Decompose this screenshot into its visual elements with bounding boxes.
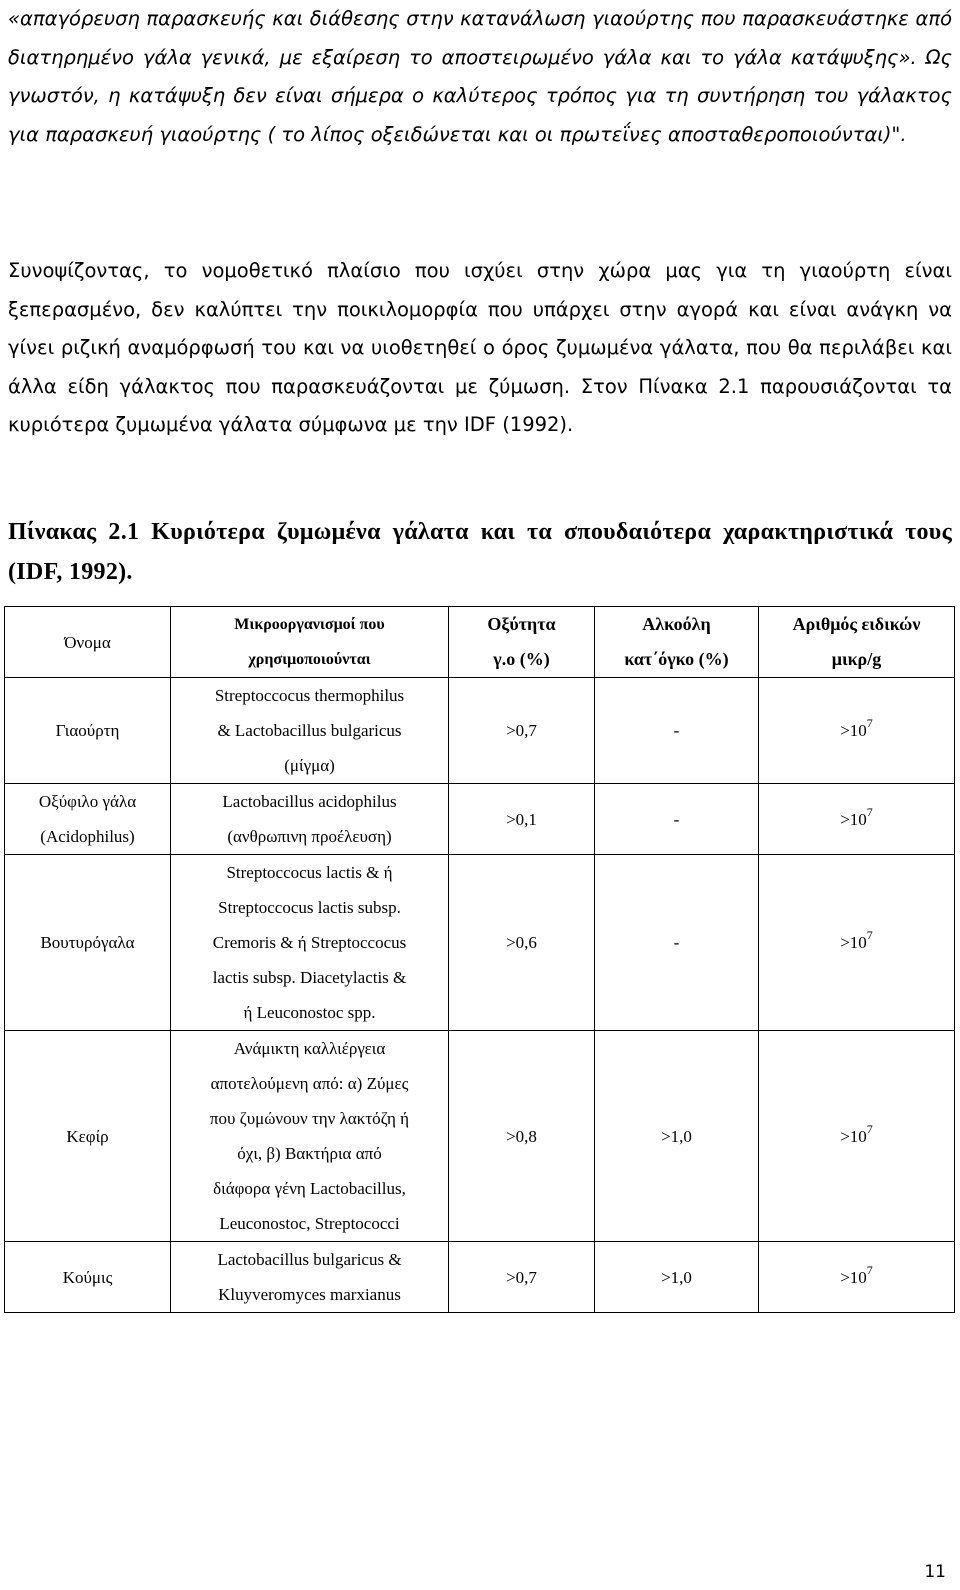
cell-micro-line: Streptoccocus lactis & ή [226,863,393,882]
cell-acidity: >0,7 [449,1242,595,1313]
page-number: 11 [924,1562,946,1582]
cell-name [5,678,171,784]
cell-count [759,784,955,855]
cell-count [759,855,955,1031]
cell-name [5,1242,171,1313]
header-count-line-2: μικρ/g [831,649,882,669]
cell-micro-line: αποτελούμενη από: α) Ζύμες [210,1074,409,1093]
cell-count-base: >10 [840,1126,867,1146]
cell-micro-line: (ανθρωπινη προέλευση) [227,827,392,846]
cell-micro-line: Cremoris & ή Streptoccocus [212,933,407,952]
cell-count [759,1242,955,1313]
header-acidity [449,607,595,678]
cell-micro-line: (μίγμα) [284,756,335,775]
cell-acidity: >0,8 [449,1031,595,1242]
table-caption: Πίνακας 2.1 Κυριότερα ζυμωμένα γάλατα και τα σπουδαιότερα χαρακτηριστικά τους (IDF, 1992). [8,519,952,585]
cell-alcohol: - [595,855,759,1031]
cell-alcohol: >1,0 [595,1242,759,1313]
cell-count-exponent: 7 [866,716,873,730]
cell-alcohol: >1,0 [595,1031,759,1242]
header-micro-line-1: Μικροοργανισμοί που [234,616,385,633]
cell-micro-line: & Lactobacillus bulgaricus [217,721,402,740]
header-count-line-1: Αριθμός ειδικών [792,614,921,634]
cell-micro-line: Streptoccocus lactis subsp. [218,898,401,917]
cell-micro-line: Ανάμικτη καλλιέργεια [233,1039,386,1058]
header-alcohol-line-1: Αλκοόλη [642,614,711,634]
table-row [5,1031,955,1242]
cell-acidity: >0,1 [449,784,595,855]
cell-micro-line: ή Leuconostoc spp. [243,1003,376,1022]
cell-micro-line: που ζυμώνουν την λακτόζη ή [209,1109,410,1128]
cell-count-exponent: 7 [866,928,873,942]
table-row [5,1242,955,1313]
cell-count [759,678,955,784]
cell-name-line: Κεφίρ [66,1126,109,1146]
cell-name [5,1031,171,1242]
header-micro-line-2: χρησιμοποιούνται [248,651,371,668]
cell-count [759,1031,955,1242]
cell-micro-line: διάφορα γένη Lactobacillus, [213,1179,406,1198]
cell-count-exponent: 7 [866,804,873,819]
fermented-milks-table [4,606,955,1313]
cell-microorganisms [171,678,449,784]
header-name: Όνομα [5,607,171,678]
header-count [759,607,955,678]
table-header-row [5,607,955,678]
cell-microorganisms [171,855,449,1031]
cell-count-base: >10 [840,933,867,952]
cell-micro-line: Kluyveromyces marxianus [218,1285,401,1304]
cell-name-line: Οξύφιλο γάλα [38,792,137,811]
cell-count-base: >10 [840,721,867,740]
cell-micro-line: Streptoccocus thermophilus [214,686,405,705]
cell-name-line: (Acidophilus) [40,827,135,846]
cell-count-exponent: 7 [866,1121,873,1136]
cell-microorganisms [171,1031,449,1242]
cell-name [5,784,171,855]
cell-microorganisms [171,1242,449,1313]
cell-name [5,855,171,1031]
header-microorganisms [171,607,449,678]
table-body [5,678,955,1313]
cell-microorganisms [171,784,449,855]
header-alcohol-line-2: κατ΄όγκο (%) [624,649,729,669]
table-row [5,678,955,784]
quoted-legal-text: «απαγόρευση παρασκευής και διάθεσης στην κατανάλωση γιαούρτης που παρασκευάστηκε από διατηρημένο γάλα γενικά, με εξαίρεση το αποστειρωμένο γάλα και το γάλα κατάψυξης». Ως γνωστόν, η κατάψυξη δεν είναι σήμερα ο καλύτερος τρόπος για τη συντήρηση του γάλακτος για παρασκευή γιαούρτης ( το λίπος οξειδώνεται και οι πρωτεΐνες αποσταθεροποιούνται)". [8,7,952,146]
cell-micro-line: Lactobacillus bulgaricus & [217,1250,402,1269]
cell-alcohol: - [595,784,759,855]
cell-count-exponent: 7 [866,1262,873,1277]
cell-micro-line: Leuconostoc, Streptococci [219,1214,400,1233]
cell-micro-line: lactis subsp. Diacetylactis & [212,968,407,987]
cell-alcohol: - [595,678,759,784]
cell-acidity: >0,6 [449,855,595,1031]
summary-paragraph: Συνοψίζοντας, το νομοθετικό πλαίσιο που ισχύει στην χώρα μας για τη γιαούρτη είναι ξεπερασμένο, δεν καλύπτει την ποικιλομορφία που υπάρχει στην αγορά και είναι ανάγκη να γίνει ριζική αναμόρφωσή του και να υιοθετηθεί ο όρος ζυμωμένα γάλατα, που θα περιλάβει και άλλα είδη γάλακτος που παρασκευάζονται με ζύμωση. Στον Πίνακα 2.1 παρουσιάζονται τα κυριότερα ζυμωμένα γάλατα σύμφωνα με την IDF (1992). [8,259,952,437]
table-row [5,855,955,1031]
cell-count-base: >10 [840,1267,867,1287]
cell-name-line: Γιαούρτη [55,721,120,740]
cell-micro-line: Lactobacillus acidophilus [222,792,397,811]
header-alcohol [595,607,759,678]
cell-micro-line: όχι, β) Βακτήρια από [237,1144,382,1163]
cell-count-base: >10 [840,809,867,829]
header-acidity-line-2: γ.ο (%) [493,649,550,669]
cell-acidity: >0,7 [449,678,595,784]
header-acidity-line-1: Οξύτητα [487,614,556,634]
table-row [5,784,955,855]
cell-name-line: Κούμις [62,1267,113,1287]
cell-name-line: Βουτυρόγαλα [40,933,135,952]
